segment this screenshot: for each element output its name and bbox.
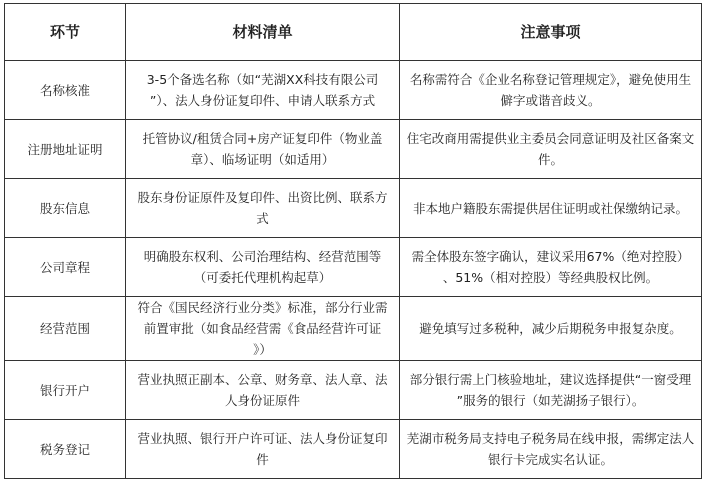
materials-cell-line: 3-5个备选名称（如“芜湖XX科技有限公司 [146, 72, 379, 87]
notes-cell-line: 件。 [537, 152, 563, 167]
header-step: 环节 [5, 4, 126, 61]
materials-cell-line: 人身份证原件 [224, 393, 300, 408]
notes-cell [400, 361, 702, 420]
materials-cell [126, 420, 400, 479]
step-cell: 银行开户 [5, 361, 126, 420]
materials-cell [126, 361, 400, 420]
materials-cell-line: 明确股东权利、公司治理结构、经营范围等 [143, 249, 382, 264]
header-materials: 材料清单 [126, 4, 400, 61]
notes-cell [400, 120, 702, 179]
notes-cell-line: 部分银行需上门核验地址，建议选择提供“一窗受理 [409, 372, 692, 387]
notes-cell-line: ”服务的银行（如芜湖扬子银行）。 [456, 393, 645, 408]
notes-cell [400, 179, 702, 238]
table-row [5, 120, 702, 179]
notes-cell [400, 61, 702, 120]
materials-cell-line: ”）、法人身份证复印件、申请人联系方式 [149, 93, 376, 108]
step-cell: 公司章程 [5, 238, 126, 297]
materials-cell-line: 符合《国民经济行业分类》标准，部分行业需 [137, 300, 388, 315]
materials-cell-line: 营业执照正副本、公章、财务章、法人章、法 [137, 372, 388, 387]
notes-cell-line: 非本地户籍股东需提供居住证明或社保缴纳记录。 [412, 200, 688, 216]
materials-cell-line: 章）、临场证明（如适用） [190, 152, 335, 167]
table-header-row [5, 4, 702, 61]
materials-cell-line: 》） [253, 342, 272, 357]
materials-cell [126, 179, 400, 238]
notes-cell-line: 、51%（相对控股）等经典股权比例。 [442, 270, 659, 285]
materials-cell [126, 120, 400, 179]
table-row [5, 61, 702, 120]
materials-cell-line: 托管协议/租赁合同+房产证复印件（物业盖 [142, 131, 383, 146]
materials-cell-line: 前置审批（如食品经营需《食品经营许可证 [143, 321, 382, 336]
materials-cell-line: 式 [256, 211, 269, 226]
notes-cell-line: 避免填写过多税种，减少后期税务申报复杂度。 [419, 321, 682, 336]
materials-cell-line: （可委托代理机构起草） [193, 270, 332, 285]
notes-cell [400, 420, 702, 479]
step-cell: 名称核准 [5, 61, 126, 120]
table-row [5, 420, 702, 479]
notes-cell [400, 238, 702, 297]
header-notes: 注意事项 [400, 4, 702, 61]
notes-cell-line: 僻字或谐音歧义。 [500, 93, 601, 108]
notes-cell-line: 银行卡完成实名认证。 [487, 452, 613, 467]
table-row [5, 238, 702, 297]
table-row [5, 297, 702, 361]
materials-cell-line: 件 [256, 452, 269, 467]
materials-cell-line: 营业执照、银行开户许可证、法人身份证复印 [137, 431, 388, 446]
notes-cell [400, 297, 702, 361]
notes-cell-line: 名称需符合《企业名称登记管理规定》，避免使用生 [409, 72, 692, 87]
table-row [5, 361, 702, 420]
step-cell: 税务登记 [5, 420, 126, 479]
notes-cell-line: 芜湖市税务局支持电子税务局在线申报，需绑定法人 [406, 431, 695, 446]
materials-cell [126, 297, 400, 361]
table-row [5, 179, 702, 238]
step-cell: 经营范围 [5, 297, 126, 361]
materials-cell-line: 股东身份证原件及复印件、出资比例、联系方 [137, 190, 388, 205]
materials-cell [126, 61, 400, 120]
registration-table [4, 3, 702, 479]
notes-cell-line: 住宅改商用需提供业主委员会同意证明及社区备案文 [406, 131, 695, 146]
step-cell: 注册地址证明 [5, 120, 126, 179]
step-cell: 股东信息 [5, 179, 126, 238]
notes-cell-line: 需全体股东签字确认，建议采用67%（绝对控股） [411, 249, 690, 264]
materials-cell [126, 238, 400, 297]
